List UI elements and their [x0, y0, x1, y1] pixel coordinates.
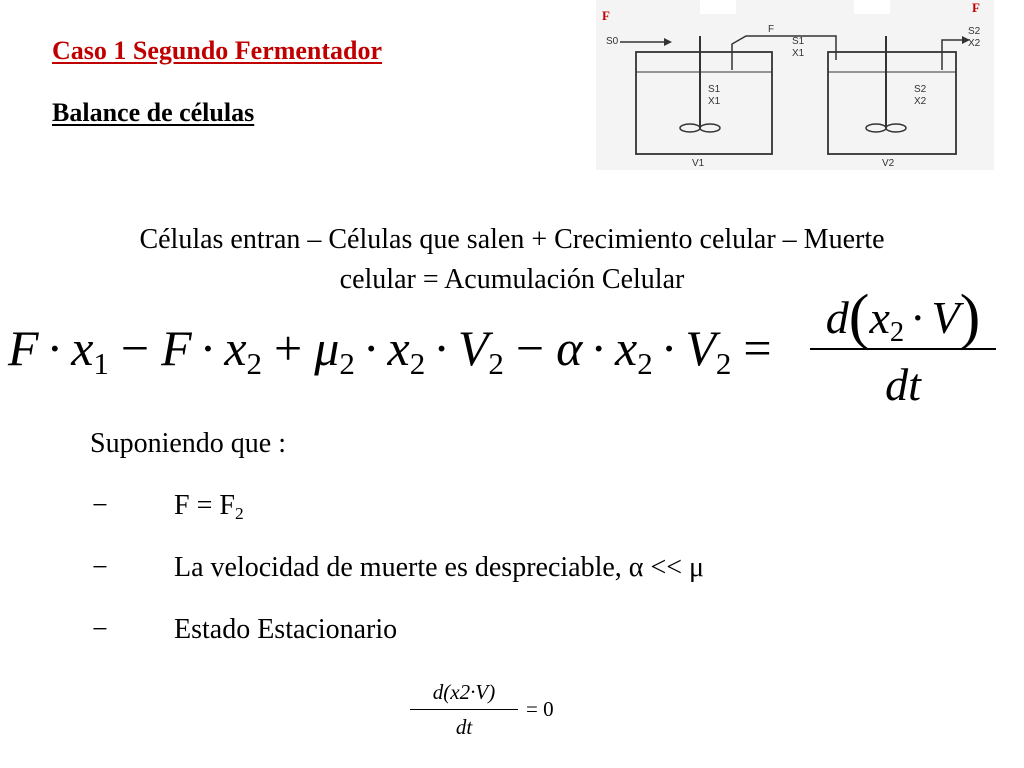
- diagram-background: [596, 0, 994, 170]
- assumptions-label: Suponiendo que :: [90, 428, 286, 459]
- diagram-label-f-right: F: [972, 0, 980, 15]
- diagram-label-v2: V2: [882, 158, 895, 169]
- fraction-numerator: d(x2 · V): [825, 282, 981, 351]
- diagram-label-s1: S1: [708, 84, 721, 95]
- diagram-label-s0: S0: [606, 36, 619, 47]
- balance-line-1: Células entran – Células que salen + Crecimiento celular – Muerte: [139, 224, 885, 255]
- diagram-label-x1-out: X1: [792, 48, 805, 59]
- assumption-steady-state: Estado Estacionario: [174, 614, 398, 645]
- balance-line-2: celular = Acumulación Celular: [339, 264, 685, 295]
- diagram-label-x2-out: X2: [968, 38, 981, 49]
- assumption-flow-equal: F = F2: [174, 490, 244, 523]
- steady-state-denominator: dt: [455, 715, 473, 739]
- diagram-label-f-left: F: [602, 8, 610, 23]
- diagram-label-f-mid: F: [768, 24, 775, 35]
- fermenter-diagram: [596, 0, 994, 170]
- diagram-label-x1: X1: [708, 96, 721, 107]
- steady-state-fraction-bar: [410, 709, 518, 710]
- section-subtitle: Balance de células: [52, 98, 255, 127]
- cell-balance-equation: F · x1 − F · x2 + μ2 · x2 · V2 − α · x2 · V2 =: [8, 320, 772, 381]
- bullet-dash: −: [92, 552, 108, 583]
- steady-state-equation: [410, 678, 554, 741]
- fraction-denominator: dt: [885, 359, 921, 410]
- bullet-dash: −: [92, 490, 108, 521]
- diagram-label-x2: X2: [914, 96, 927, 107]
- diagram-label-s2-out: S2: [968, 26, 981, 37]
- eq-mu: μ: [314, 320, 340, 376]
- steady-state-numerator: d(x2·V): [432, 680, 496, 704]
- diagram-label-v1: V1: [692, 158, 705, 169]
- steady-state-rhs: = 0: [526, 697, 554, 721]
- diagram-label-s1-out: S1: [792, 36, 805, 47]
- diagram-label-s2: S2: [914, 84, 927, 95]
- slide-title: Caso 1 Segundo Fermentador: [52, 36, 383, 65]
- accumulation-fraction: [810, 282, 996, 414]
- eq-flow-F: F: [8, 320, 39, 376]
- assumption-death-rate: La velocidad de muerte es despreciable, α << μ: [174, 552, 705, 583]
- eq-alpha: α: [556, 320, 583, 376]
- bullet-dash: −: [92, 614, 108, 645]
